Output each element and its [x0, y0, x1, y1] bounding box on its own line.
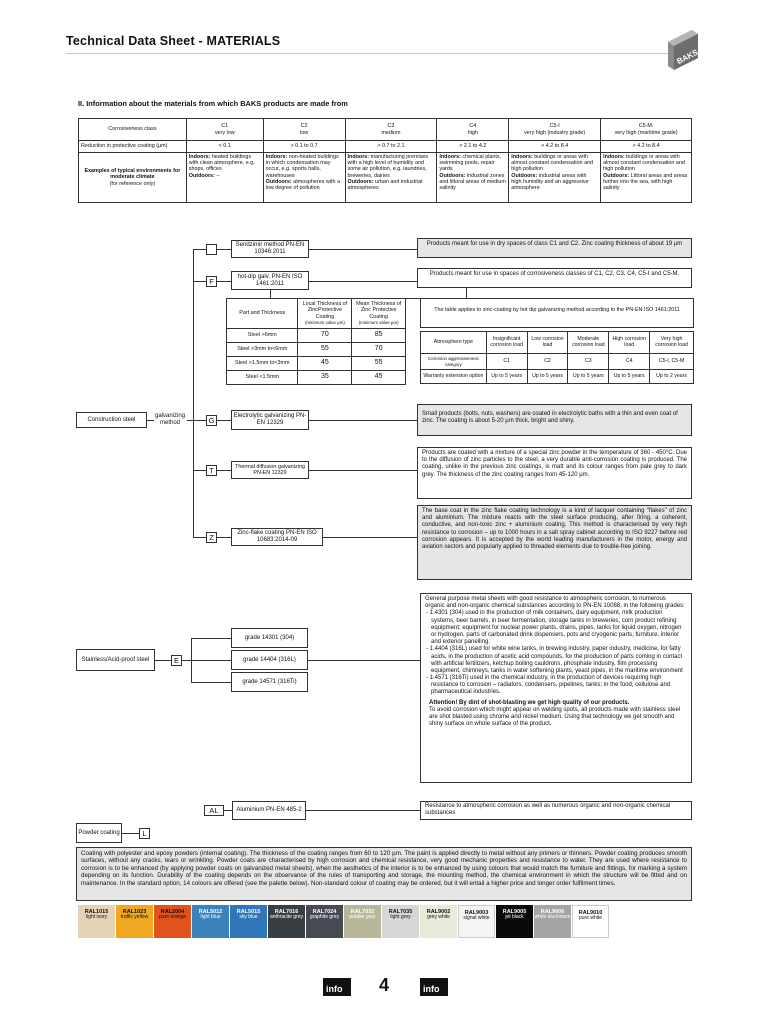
connector-line: [309, 281, 417, 282]
thickness-local-value: 55: [298, 343, 352, 357]
page-number: 4: [379, 975, 390, 995]
grade-box: grade 14571 (316Ti): [231, 672, 308, 692]
swatch-name: light grey: [390, 914, 411, 921]
svg-text:BAKS: BAKS: [675, 47, 700, 67]
swatch-code: RAL9010: [578, 910, 603, 916]
warranty-table: [420, 331, 694, 384]
warranty-option: Up to 5 years: [609, 370, 650, 384]
galvanizing-method-label: galvanizing method: [154, 413, 186, 426]
swatch-name: grey white: [427, 914, 450, 921]
powder-note: Coating with polyester and epoxy powders (internal coating). The thickness of the coating ranges from 60 to 120 µm. The paint is applied directly to metal without any primers or thinners. Powder coating produces smooth surfaces, without any cracks, tears or wrinkling. Powder coats are characterised by high corrosion and chemical resistance, very good mechanic properties and resistance to water. They are used where resistance to corrosion is to be enhanced (by applying powder coats on galvanized metal sheets), when the aesthetics of the interior is to be enhanced by using colours that would match the furniture and fittings, for marking a system depending on its function. Durability of the coating depends on the observance of the rules of transporting and storage, the mounting method, the chemical environment in which the structure will be fitted and on maintenance. In the standard option, 14 colours are offered (see the palette below). Non-standard colour of coating may be ordered, but it will entail a higher price and longer order fulfilment times.: [76, 847, 692, 901]
warranty-title: The table applies to zinc-coating by hot dip galvanizing method according to the PN-EN ISO 1461:2011: [420, 298, 694, 328]
color-swatch: [78, 905, 115, 938]
class-c1: C1 very low: [186, 119, 263, 141]
connector-line: [309, 420, 417, 421]
connector-line: [191, 638, 231, 639]
class-c3: C3 medium: [345, 119, 437, 141]
connector-line: [155, 660, 171, 661]
class-c5m: C5-M. very high (maritime grade): [601, 119, 692, 141]
stainless-steel-box: Stainless/Acid-proof steel: [76, 649, 155, 671]
warranty-header: Low corrosion load: [527, 332, 568, 354]
warranty-category: C5-I, C5-M: [650, 354, 694, 370]
warranty-option-label: Warranty extension option: [421, 370, 487, 384]
connector-line: [187, 420, 206, 421]
electrolytic-note: Small products (bolts, nuts, washers) are coated in electrolytic baths with a thin and even coat of zinc. The coating is about 5-20 µm thick, bright and shiny.: [417, 404, 692, 436]
warranty-category: C2: [527, 354, 568, 370]
class-row-label: Corrosiveness class: [79, 119, 187, 141]
thickness-local-value: 35: [298, 371, 352, 385]
electrolytic-letter: G: [206, 415, 217, 426]
warranty-header: Moderate corrosion load: [568, 332, 609, 354]
warranty-header: High corrosion load: [609, 332, 650, 354]
thermal-letter: T: [206, 465, 217, 476]
warranty-category: C1: [486, 354, 527, 370]
swatch-code: RAL9005: [502, 909, 527, 915]
thickness-header-local: Local Thickness of ZincProtective Coating (minimum value µm): [298, 299, 352, 329]
connector-line: [217, 420, 231, 421]
connector-line: [270, 290, 271, 298]
hotdip-box: hot-dip galv. PN-EN ISO 1461:2011: [231, 271, 309, 290]
stainless-letter: E: [171, 655, 182, 666]
warranty-category-label: Corrosion aggressiveness category: [421, 354, 487, 370]
class-c4: C4 high: [437, 119, 509, 141]
aluminium-box: Aluminium PN-EN 485-2: [232, 801, 306, 820]
connector-line: [217, 470, 231, 471]
connector-line: [217, 249, 231, 250]
thickness-mean-value: 45: [352, 371, 406, 385]
swatch-code: RAL7016: [274, 909, 299, 915]
warranty-option: Up to 5 years: [568, 370, 609, 384]
env-c5i: Indoors: buildings or areas with almost constant condensation and high pollution Outdoors: industrial areas with high humidity and an aggressive atmosphere: [509, 153, 601, 203]
color-swatch: [344, 905, 381, 938]
stainless-grade-item: - 1.4404 (316L) used for white wine tanks, in brewing industry, paper industry, medicine, for fatty acids, in the production of acetic acid compounds, for the production of parts coming in contact with artificial fertilizers, ketchup boiling cauldrons, phosphate industry, film processing equipment, chimneys, tanks in water softening plants, yeast pipes, in the maritime environment: [426, 646, 683, 674]
connector-line: [466, 287, 467, 298]
color-swatch: [306, 905, 343, 938]
swatch-name: sky blue: [239, 914, 258, 921]
thickness-mean-value: 55: [352, 357, 406, 371]
connector-line: [193, 249, 206, 250]
baks-logo: [662, 28, 702, 72]
thickness-mean-value: 70: [352, 343, 406, 357]
reduction-c5m: > 4.2 to 8.4: [601, 141, 692, 153]
swatch-code: RAL5015: [236, 909, 261, 915]
swatch-name: jet black: [505, 914, 524, 921]
aluminium-letter: AL: [204, 805, 224, 816]
swatch-name: pure orange: [159, 914, 186, 921]
section-title: II. Information about the materials from which BAKS products are made from: [78, 99, 348, 108]
thermal-note: Products are coated with a mixture of a special zinc powder in the temperature of 360 - 450°C. Due to the diffusion of zinc particles to the steel, a very durable anti-corrosion coating is produced. The coating, unlike in the previous zinc coatings, is matt and its colour ranges from pale grey to dark grey. The thickness of the zinc coating ranges from 45-120 µm.: [417, 447, 692, 499]
powder-coating-box: Powder coating: [76, 823, 122, 843]
env-c3: Indoors: manufacturing premises with a high level of humidity and some air pollution, e.g. laundries, breweries, dairies Outdoors: urban and industrial atmospheres: [345, 153, 437, 203]
swatch-code: RAL2004: [160, 909, 185, 915]
warranty-header: Very high corrosion load: [650, 332, 694, 354]
zincflake-note: The base coat in the zinc flake coating technology is a kind of lacquer containing "flakes" of zinc and aluminium. The mixture reacts with the steel surface producing, after firing, a coherent, conductive, and non-toxic zinc + aluminium coating. This method is characterised by very high resistance to corrosion – up to 1000 hours in a salt spray cabinet according to ISO 9227 before red corrosion appears. It is accepted by the world leading manufacturers in the motor, energy and aviation sectors and popularly applied to threaded elements due to trouble-free joining.: [417, 505, 692, 580]
swatch-code: RAL7032: [350, 909, 375, 915]
zincflake-letter: Z: [206, 532, 217, 543]
sendzimir-letter: [206, 244, 217, 255]
class-c2: C2 low: [263, 119, 345, 141]
color-swatch: [154, 905, 191, 938]
swatch-name: graphite grey: [309, 914, 340, 921]
grade-box: grade 14404 (316L): [231, 650, 308, 670]
sendzimir-box: Sendzimir method PN-EN 10346:2011: [231, 240, 309, 258]
swatch-name: light blue: [200, 914, 221, 921]
connector-line: [309, 249, 417, 250]
color-swatch: [192, 905, 229, 938]
swatch-code: RAL7035: [388, 909, 413, 915]
connector-line: [193, 281, 206, 282]
connector-line: [217, 281, 231, 282]
stainless-intro: General purpose metal sheets with good resistance to atmospheric corrosion, to numerous organic and non-organic chemical substances according to PN-EN 10088, in the following grades:: [425, 596, 685, 610]
connector-line: [193, 537, 206, 538]
reduction-c1: < 0.1: [186, 141, 263, 153]
reduction-c4: > 2.1 to 4.2: [437, 141, 509, 153]
thickness-header-part: Part and Thickness: [227, 299, 298, 329]
connector-line: [217, 537, 231, 538]
color-swatch: [572, 905, 609, 938]
env-c2: Indoors: non-heated buildings in which condensation may occur, e.g. sports halls, warehouses Outdoors: atmospheres with a low degree of pollution: [263, 153, 345, 203]
warranty-option: Up to 2 years: [650, 370, 694, 384]
swatch-code: RAL9002: [426, 909, 451, 915]
swatch-name: white aluminium: [534, 914, 571, 921]
reduction-c2: > 0.1 to 0.7: [263, 141, 345, 153]
hotdip-note: Products meant for use in spaces of corrosiveness classes of C1, C2, C3, C4, C5-I and C5-M.: [417, 268, 692, 288]
color-swatch: [458, 905, 495, 938]
header-divider: [66, 53, 686, 54]
swatch-code: RAL5012: [198, 909, 223, 915]
color-swatch: [230, 905, 267, 938]
swatch-name: signal white: [463, 915, 490, 922]
swatch-code: RAL1015: [84, 909, 109, 915]
color-swatch: [268, 905, 305, 938]
connector-line: [191, 682, 231, 683]
swatch-name: light ivory: [85, 914, 108, 921]
hotdip-letter: F: [206, 276, 217, 287]
stainless-attention: Attention! By dint of shot-blasting we get high quality of our products.: [429, 699, 630, 706]
thickness-local-value: 45: [298, 357, 352, 371]
color-swatch: [496, 905, 533, 938]
connector-line: [309, 470, 417, 471]
thickness-row-label: Steel >6mm: [227, 329, 298, 343]
reduction-c3: > 0.7 to 2.1: [345, 141, 437, 153]
connector-line: [323, 537, 417, 538]
stainless-grade-item: - 1.4301 (304) used in the production of milk containers, dairy equipment, milk production systems, beer barrels, in beer fermentation, storage tanks in breweries, corn product refining equipment; equipment for nuclear power plants, drains, pipes, tanks for liquid oxygen, nitrogen or hydrogen, parts of carbonated drink dispensers, pots and cryogenic parts, furniture, interior and exterior panelling.: [426, 610, 682, 646]
connector-line: [306, 810, 420, 811]
env-c4: Indoors: chemical plants, swimming pools, repair yards Outdoors: industrial zones and littoral areas of medium salinity: [437, 153, 509, 203]
thickness-local-value: 70: [298, 329, 352, 343]
thickness-row-label: Steel >1.5mm to<3mm: [227, 357, 298, 371]
zincflake-box: Zinc-flake coating PN-EN ISO 10683:2014-09: [231, 528, 323, 546]
aluminium-note: Resistance to atmospheric corrosion as well as numerous organic and non-organic chemical substances: [420, 801, 692, 820]
connector-line: [308, 660, 420, 661]
swatch-name: pure white: [578, 915, 603, 922]
color-swatch: [420, 905, 457, 938]
corrosiveness-table: [78, 118, 692, 203]
thickness-mean-value: 85: [352, 329, 406, 343]
swatch-name: anthracite grey: [269, 914, 304, 921]
sendzimir-note: Products meant for use in dry spaces of class C1 and C2. Zinc coating thickness of about 19 µm: [417, 238, 692, 258]
powder-letter: L: [139, 828, 150, 839]
electrolytic-box: Electrolytic galvanizing PN-EN 12329: [231, 410, 309, 430]
stainless-note: [420, 593, 692, 783]
warranty-option: Up to 5 years: [527, 370, 568, 384]
info-icon: info: [323, 978, 351, 996]
thermal-box: Thermal diffusion galvanizing PN-EN 12329: [231, 461, 309, 479]
warranty-header: Insignificant corrosion load: [486, 332, 527, 354]
swatch-code: RAL9006: [540, 909, 565, 915]
color-swatch: [534, 905, 571, 938]
thickness-row-label: Steel >3mm to<6mm: [227, 343, 298, 357]
connector-line: [182, 660, 191, 661]
swatch-name: pebble grey: [349, 914, 376, 921]
reduction-row-label: Reduction in protective coating (µm): [79, 141, 187, 153]
swatch-name: traffic yellow: [120, 914, 149, 921]
swatch-code: RAL7024: [312, 909, 337, 915]
warranty-category: C3: [568, 354, 609, 370]
grade-box: grade 14301 (304): [231, 628, 308, 648]
page-title: Technical Data Sheet - MATERIALS: [66, 34, 281, 48]
swatch-code: RAL9003: [464, 910, 489, 916]
color-swatch: [382, 905, 419, 938]
env-c1: Indoors: heated buildings with clean atmosphere, e.g. shops, offices Outdoors: –: [186, 153, 263, 203]
connector-line: [193, 470, 206, 471]
env-c5m: Indoors: buildings or areas with almost constant condensation and high pollution Outdoors: Littoral areas and areas further into the sea, with high salinity: [601, 153, 692, 203]
warranty-category: C4: [609, 354, 650, 370]
color-swatch: [116, 905, 153, 938]
thickness-table: [226, 298, 406, 385]
stainless-attention-rest: To avoid corrosion which might appear on welding spots, all products made with stainless steel are shot blasted using chrome and nickel medium. Using that technology we get smooth and shiny surface on whole surface of the product.: [429, 706, 681, 728]
class-c5i: C5-I very high (industry grade): [509, 119, 601, 141]
connector-line: [224, 810, 232, 811]
construction-steel-box: Construction steel: [76, 412, 147, 428]
connector-line: [191, 660, 231, 661]
stainless-grade-item: - 1.4571 (316Ti) used in the chemical industry, in the production of devices requiring high resistance to corrosion – radiators, condensers, pipelines, tanks; in the food, cellulose and pharmaceutical industries.: [426, 675, 671, 696]
warranty-header: Atmosphere type: [421, 332, 487, 354]
galvanizing-trunk-line: [193, 249, 194, 537]
info-icon: info: [420, 978, 448, 996]
swatch-code: RAL1023: [122, 909, 147, 915]
reduction-c5i: > 4.2 to 8.4: [509, 141, 601, 153]
thickness-header-mean: Mean Thickness of Zinc Protective Coating (minimum value µm): [352, 299, 406, 329]
thickness-row-label: Steel <1.5mm: [227, 371, 298, 385]
warranty-option: Up to 5 years: [486, 370, 527, 384]
connector-line: [122, 833, 139, 834]
examples-row-label: Examples of typical environments for moderate climate (for reference only): [79, 153, 187, 203]
